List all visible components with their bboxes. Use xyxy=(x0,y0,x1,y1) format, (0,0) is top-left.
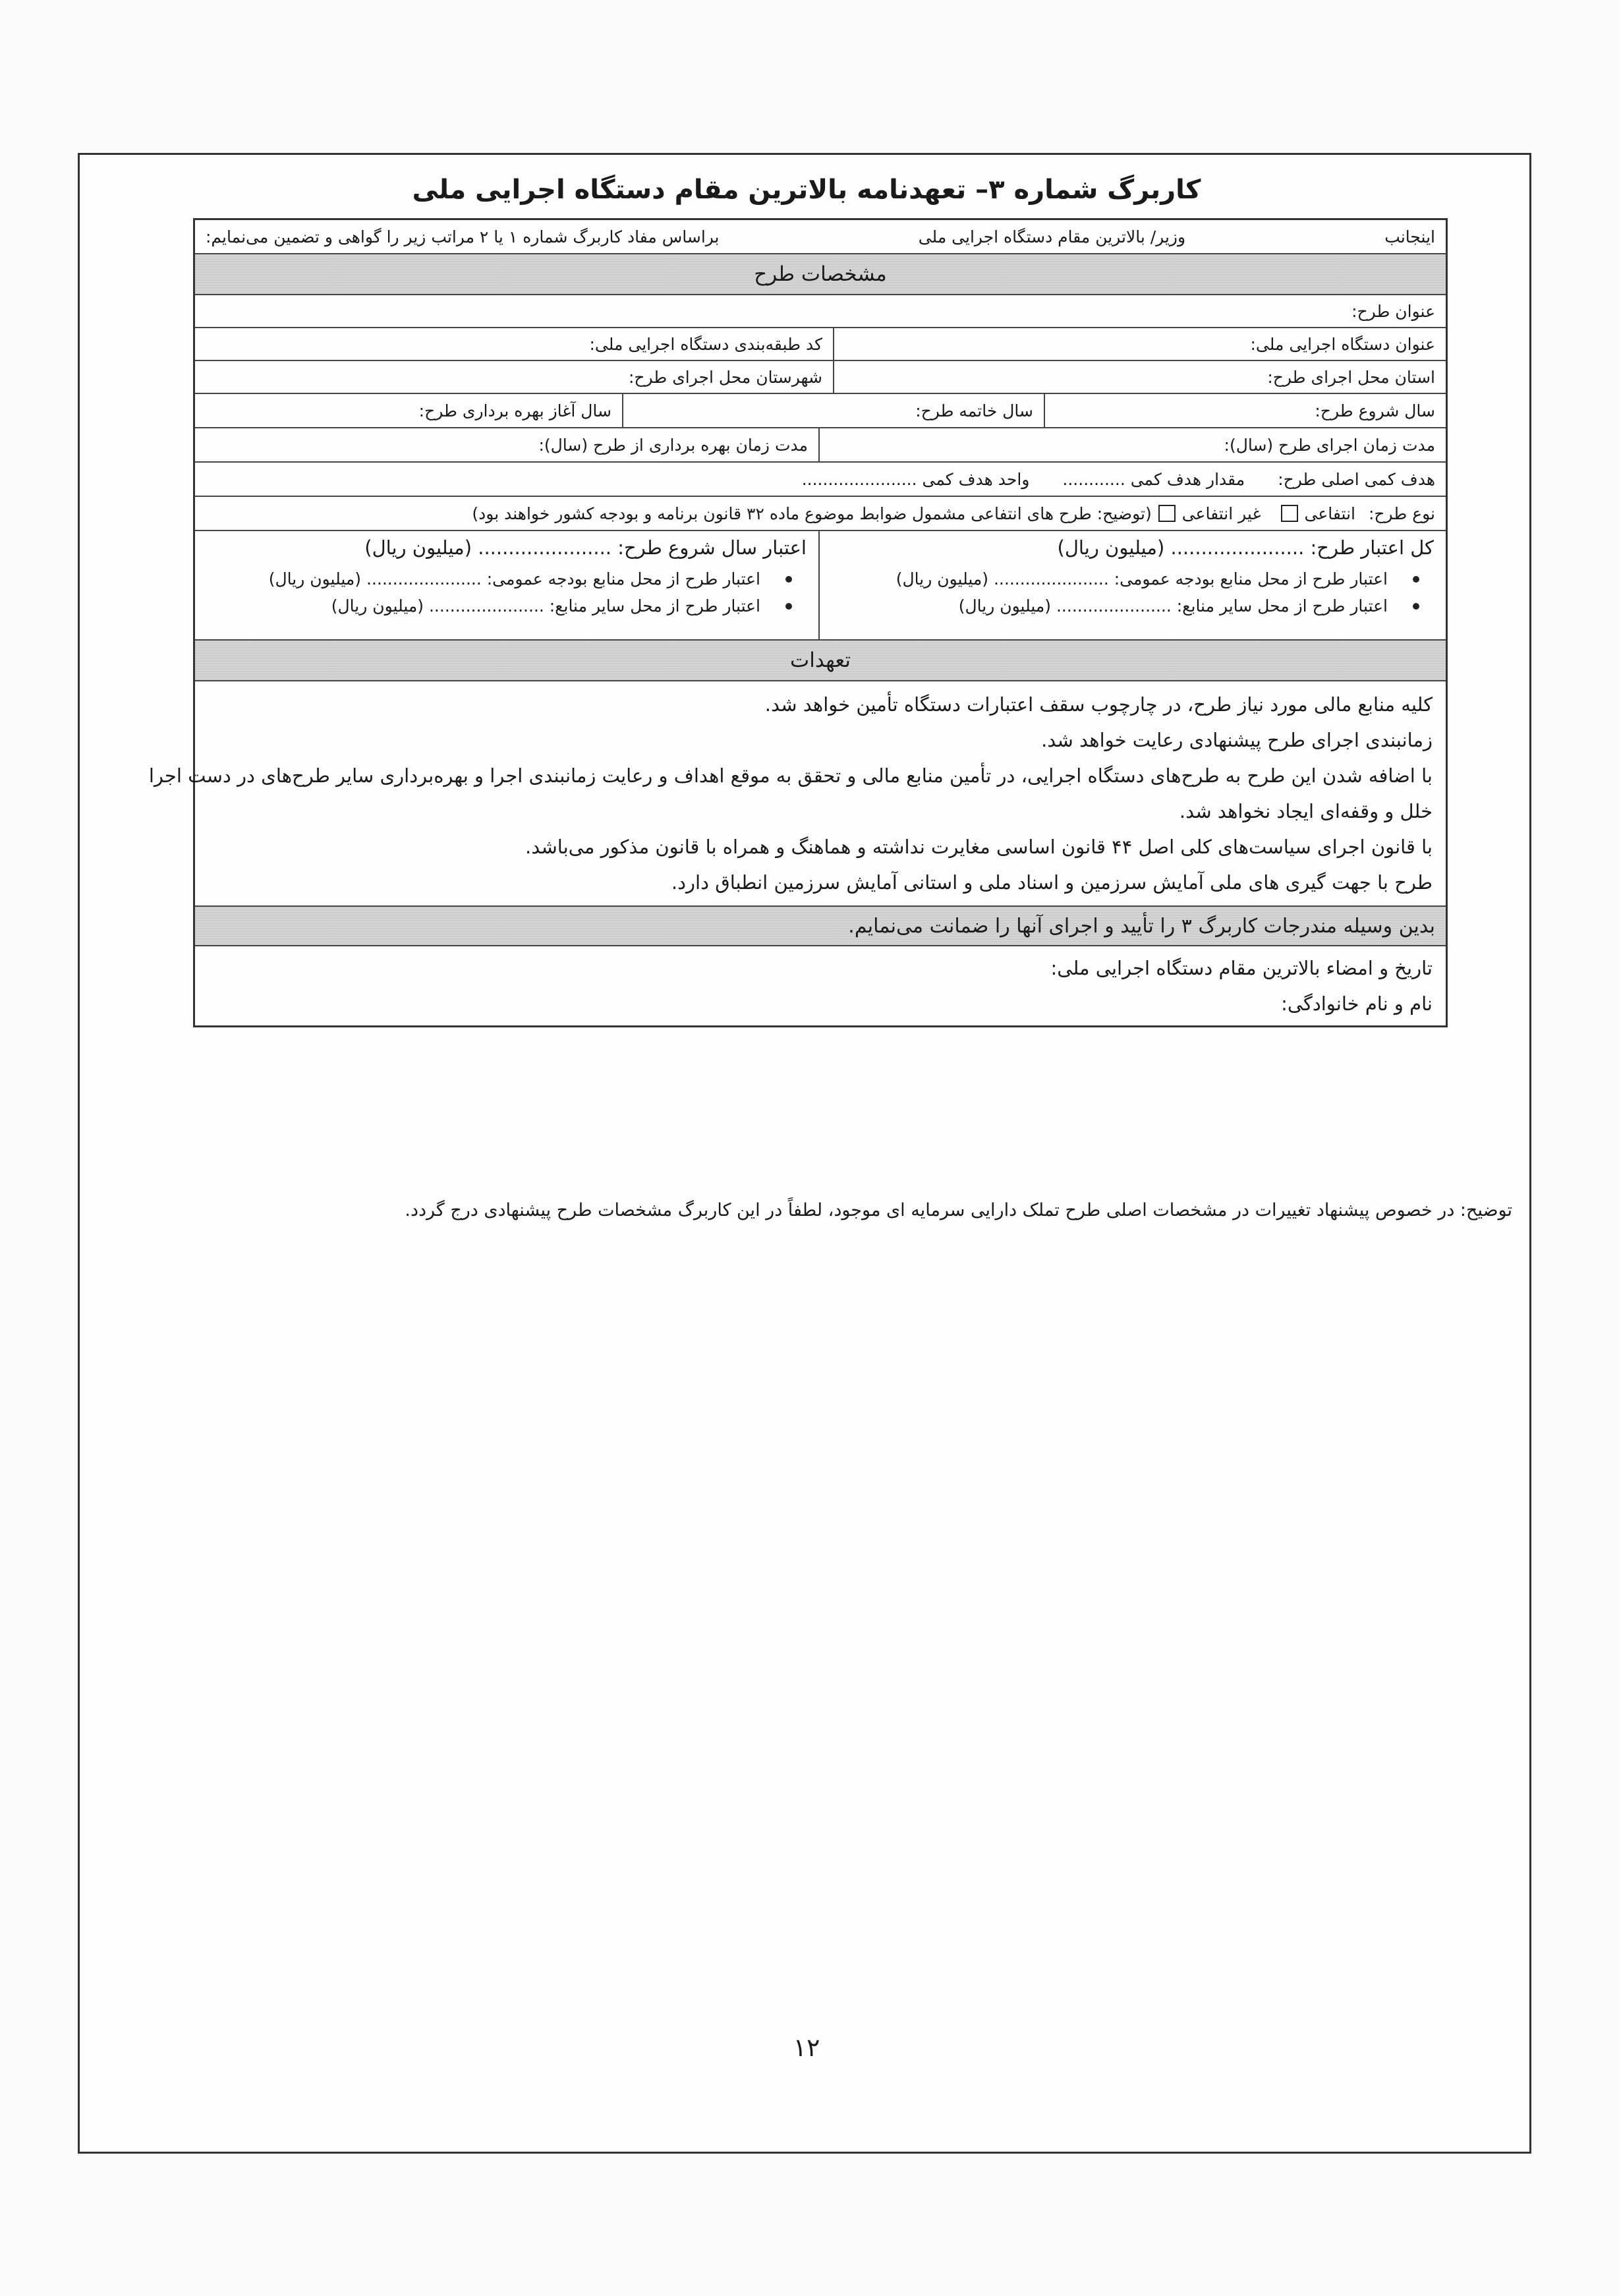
total-credit-cell xyxy=(820,531,1446,639)
start-public-credit[interactable]: اعتبار طرح از محل منابع بودجه عمومی: ...................... (میلیون ریال) xyxy=(268,569,760,588)
agency-code-label: کد طبقه‌بندی دستگاه اجرایی ملی: xyxy=(589,334,822,354)
pledge-item: با اضافه شدن این طرح به طرح‌های دستگاه اجرایی، در تأمین منابع مالی و تحقق به موقع اهداف و رعایت زمانبندی اجرا و بهره‌برداری سایر طرح‌های در دست اجرا xyxy=(148,764,1433,787)
credits-row xyxy=(195,531,1446,641)
start-year-label: سال شروع طرح: xyxy=(1315,401,1435,420)
pledges-row xyxy=(148,681,1446,907)
target-label: هدف کمی اصلی طرح: xyxy=(1278,469,1435,489)
type-option-nonprofit: غیر انتفاعی xyxy=(1181,503,1261,523)
exploit-start-label: سال آغاز بهره برداری طرح: xyxy=(418,401,611,420)
guarantee-row xyxy=(195,907,1446,946)
exploit-start-field[interactable] xyxy=(195,394,623,427)
guarantee-statement: بدین وسیله مندرجات کاربرگ ۳ را تأیید و اجرای آنها را ضمانت می‌نمایم. xyxy=(195,907,1446,945)
target-amount: مقدار هدف کمی ............ xyxy=(1062,469,1245,489)
section-header-pledges: تعهدات xyxy=(195,641,1446,680)
pledge-item: کلیه منابع مالی مورد نیاز طرح، در چارچوب سقف اعتبارات دستگاه تأمین خواهد شد. xyxy=(764,693,1433,716)
project-title-field[interactable] xyxy=(195,295,1446,327)
date-signature-field[interactable]: تاریخ و امضاء بالاترین مقام دستگاه اجرایی ملی: xyxy=(1050,957,1433,979)
signature-block xyxy=(195,946,1446,1025)
bullet-icon xyxy=(1413,576,1419,583)
agency-row xyxy=(195,328,1446,361)
pledge-item: خلل و وقفه‌ای ایجاد نخواهد شد. xyxy=(1179,800,1433,822)
pledge-form xyxy=(148,218,1448,1027)
intro-row xyxy=(195,220,1446,254)
type-row xyxy=(195,497,1446,531)
county-label: شهرستان محل اجرای طرح: xyxy=(629,367,822,387)
page-number: ۱۲ xyxy=(793,2033,820,2062)
start-other-credit[interactable]: اعتبار طرح از محل سایر منابع: ...................... (میلیون ریال) xyxy=(331,596,760,616)
start-credit[interactable]: اعتبار سال شروع طرح: ...................... (میلیون ریال) xyxy=(364,536,807,559)
intro-part1: اینجانب xyxy=(1384,227,1435,246)
start-credit-cell xyxy=(195,531,820,639)
pledge-item: طرح با جهت گیری های ملی آمایش سرزمین و اسناد ملی و استانی آمایش سرزمین انطباق دارد. xyxy=(671,871,1433,894)
type-field xyxy=(195,497,1446,530)
section-header-spec: مشخصات طرح xyxy=(195,254,1446,294)
intro-part2: وزیر/ بالاترین مقام دستگاه اجرایی ملی xyxy=(918,227,1186,246)
pledges-list xyxy=(148,681,1446,905)
project-title-label: عنوان طرح: xyxy=(1351,301,1435,321)
target-field[interactable] xyxy=(195,463,1446,496)
pledges-header-row xyxy=(195,641,1446,681)
start-year-field[interactable] xyxy=(1045,394,1446,427)
county-field[interactable] xyxy=(195,361,834,393)
exec-duration-field[interactable] xyxy=(820,428,1446,461)
footnote: توضیح: در خصوص پیشنهاد تغییرات در مشخصات اصلی طرح تملک دارایی سرمایه ای موجود، لطفاً در این کاربرگ مشخصات طرح پیشنهادی درج گردد. xyxy=(405,1200,1512,1220)
intro-part3: براساس مفاد کاربرگ شماره ۱ یا ۲ مراتب زیر را گواهی و تضمین می‌نمایم: xyxy=(206,227,720,246)
pledge-item: با قانون اجرای سیاست‌های کلی اصل ۴۴ قانون اساسی مغایرت نداشته و هماهنگ و همراه با قانون مذکور می‌باشد. xyxy=(525,836,1433,858)
duration-row xyxy=(195,428,1446,463)
target-unit: واحد هدف کمی ...................... xyxy=(801,469,1030,489)
spec-header-row xyxy=(195,254,1446,295)
bullet-icon xyxy=(785,603,792,610)
signature-row xyxy=(195,946,1446,1025)
province-label: استان محل اجرای طرح: xyxy=(1267,367,1435,387)
type-label: نوع طرح: xyxy=(1369,503,1435,523)
agency-title-field[interactable] xyxy=(834,328,1446,360)
bullet-icon xyxy=(1413,603,1419,610)
location-row xyxy=(195,361,1446,394)
province-field[interactable] xyxy=(834,361,1446,393)
project-title-row xyxy=(195,295,1446,328)
target-row xyxy=(195,463,1446,497)
pledge-item: زمانبندی اجرای طرح پیشنهادی رعایت خواهد شد. xyxy=(1041,729,1433,751)
total-public-credit[interactable]: اعتبار طرح از محل منابع بودجه عمومی: ...................... (میلیون ریال) xyxy=(895,569,1388,588)
exploit-duration-field[interactable] xyxy=(195,428,820,461)
type-option-profit: انتفاعی xyxy=(1304,503,1355,523)
end-year-field[interactable] xyxy=(623,394,1045,427)
bullet-icon xyxy=(785,576,792,583)
total-other-credit[interactable]: اعتبار طرح از محل سایر منابع: ...................... (میلیون ریال) xyxy=(958,596,1388,616)
form-title: کاربرگ شماره ۳– تعهدنامه بالاترین مقام دستگاه اجرایی ملی xyxy=(412,175,1201,205)
end-year-label: سال خاتمه طرح: xyxy=(915,401,1033,420)
full-name-field[interactable]: نام و نام خانوادگی: xyxy=(1281,992,1433,1015)
agency-title-label: عنوان دستگاه اجرایی ملی: xyxy=(1250,334,1435,354)
exploit-duration-label: مدت زمان بهره برداری از طرح (سال): xyxy=(538,435,808,455)
agency-code-field[interactable] xyxy=(195,328,834,360)
total-credit[interactable]: کل اعتبار طرح: ...................... (میلیون ریال) xyxy=(1057,536,1434,559)
profit-checkbox[interactable] xyxy=(1281,505,1298,522)
page-frame xyxy=(78,153,1531,2154)
years-row xyxy=(195,394,1446,428)
nonprofit-checkbox[interactable] xyxy=(1158,505,1176,522)
exec-duration-label: مدت زمان اجرای طرح (سال): xyxy=(1224,435,1435,455)
type-note: (توضیح: طرح های انتفاعی مشمول ضوابط موضوع ماده ۳۲ قانون برنامه و بودجه کشور خواهند بود) xyxy=(472,503,1152,523)
